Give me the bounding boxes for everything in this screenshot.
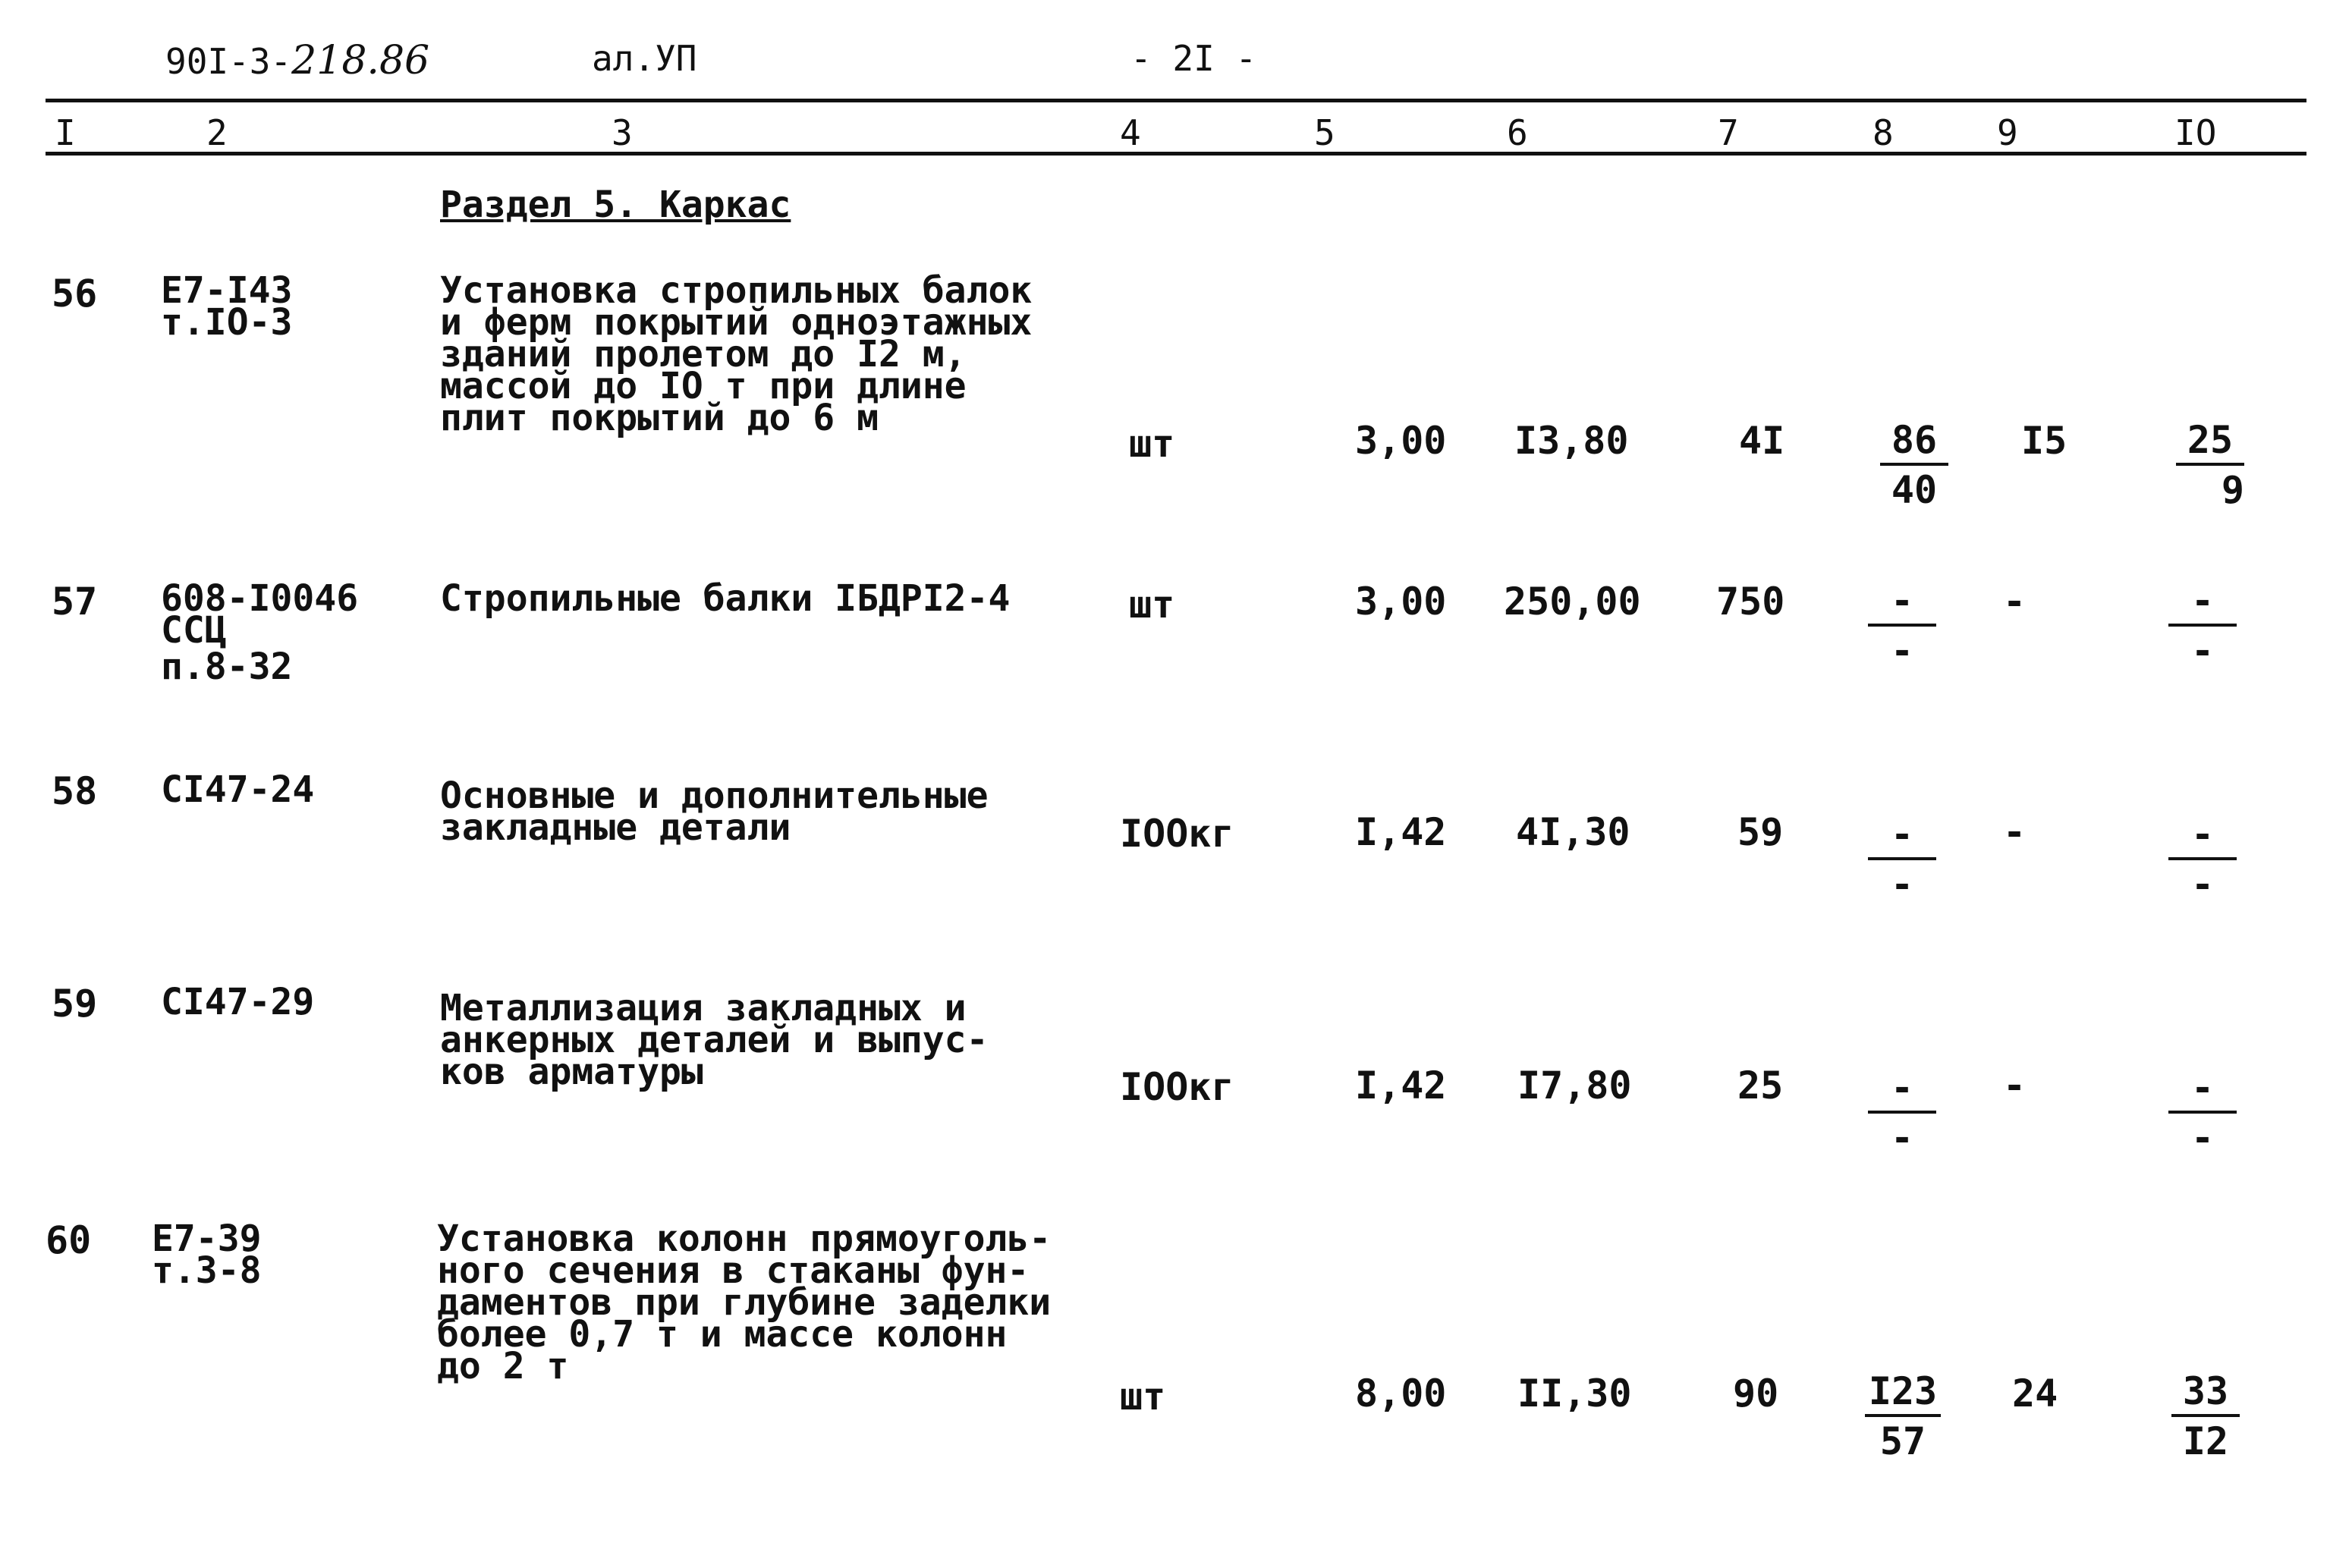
norm-code-line: СI47-24 (161, 768, 315, 811)
quantity: 8,00 (1355, 1372, 1447, 1416)
unit: шт (1129, 583, 1175, 627)
total-cost: 59 (1737, 810, 1784, 854)
column-number-3: 3 (612, 112, 633, 153)
norm-code-line: 608-I0046 (161, 577, 359, 620)
fraction-top: - (1890, 1066, 1914, 1110)
description-line: ного сечения в стаканы фун- (437, 1249, 1030, 1292)
page-number: - 2I - (1130, 38, 1257, 79)
row-number: 56 (52, 272, 98, 316)
fraction-bottom: 9 (2221, 468, 2244, 512)
column-9-value: - (2003, 810, 2027, 854)
fraction-bar (1880, 463, 1948, 466)
fraction-bar (1868, 857, 1936, 860)
norm-code (161, 577, 359, 688)
total-cost: 25 (1737, 1064, 1784, 1108)
fraction-bar (1865, 1414, 1941, 1417)
section-title: Раздел 5. Каркас (440, 184, 791, 226)
work-description (440, 987, 989, 1093)
header-rule-top (46, 99, 2306, 102)
total-cost: 750 (1716, 580, 1785, 624)
work-description (437, 1218, 1052, 1387)
description-line: и ферм покрытий одноэтажных (440, 301, 1033, 344)
fraction-bottom: - (2190, 629, 2215, 673)
column-number-10: IO (2174, 112, 2217, 153)
fraction-top: - (2190, 579, 2215, 623)
fraction-bar (2168, 624, 2237, 627)
norm-code-line: т.IO-3 (161, 301, 293, 344)
work-description (440, 269, 1033, 439)
column-number-8: 8 (1872, 112, 1894, 153)
norm-code (161, 768, 315, 811)
album-number: ал.УП (592, 38, 697, 79)
fraction-top: I23 (1868, 1369, 1938, 1413)
total-cost: 90 (1733, 1372, 1779, 1416)
unit-price: 250,00 (1504, 580, 1641, 624)
fraction-bar (1868, 624, 1936, 627)
column-9-value: I5 (2021, 419, 2067, 463)
fraction-top: - (1890, 579, 1914, 623)
fraction-bottom: 57 (1879, 1419, 1926, 1463)
fraction-bar (2168, 1111, 2237, 1114)
column-9-value: - (2003, 1064, 2027, 1108)
fraction-bar (1868, 1111, 1936, 1114)
fraction-bar (2168, 857, 2237, 860)
document-code-printed: 90I-3- (165, 41, 292, 82)
fraction-bar (2171, 1414, 2240, 1417)
column-9-value: - (2003, 580, 2027, 624)
quantity: I,42 (1355, 1064, 1447, 1108)
description-line: Стропильные балки IБДРI2-4 (440, 577, 1011, 620)
description-line: анкерных деталей и выпус- (440, 1019, 989, 1061)
unit-price: I7,80 (1517, 1064, 1632, 1108)
fraction-top: 86 (1891, 418, 1938, 462)
description-line: закладные детали (440, 806, 791, 849)
unit-price: 4I,30 (1516, 810, 1630, 854)
column-number-9: 9 (1997, 112, 2018, 153)
work-description (440, 577, 1011, 620)
row-number: 60 (46, 1218, 92, 1262)
norm-code-line: СI47-29 (161, 981, 315, 1023)
norm-code-line: п.8-32 (161, 646, 293, 688)
column-number-1: I (55, 112, 76, 153)
unit-price: II,30 (1517, 1372, 1632, 1416)
fraction-bottom: - (2190, 863, 2215, 907)
description-line: Основные и дополнительные (440, 775, 989, 817)
work-description (440, 775, 989, 849)
total-cost: 4I (1739, 419, 1785, 463)
fraction-bottom: - (1890, 1116, 1914, 1160)
column-10-fraction (2171, 1370, 2240, 1463)
description-line: Установка стропильных балок (440, 269, 1033, 312)
description-line: даментов при глубине заделки (437, 1281, 1052, 1324)
fraction-bottom: 40 (1891, 468, 1938, 512)
description-line: плит покрытий до 6 м (440, 397, 879, 439)
column-number-4: 4 (1120, 112, 1141, 153)
unit: IOOкг (1120, 812, 1234, 856)
fraction-top: - (1890, 812, 1914, 856)
header-rule-bottom (46, 152, 2306, 156)
row-number: 59 (52, 982, 98, 1026)
fraction-bottom: - (1890, 629, 1914, 673)
unit: шт (1120, 1375, 1166, 1419)
column-8-fraction (1865, 1370, 1941, 1463)
column-8-fraction (1868, 580, 1936, 672)
column-10-fraction (2168, 813, 2237, 906)
norm-code-line: Е7-I43 (161, 269, 293, 312)
description-line: Металлизация закладных и (440, 987, 967, 1029)
row-number: 57 (52, 580, 98, 624)
column-10-fraction (2168, 1067, 2237, 1159)
description-line: до 2 т (437, 1345, 569, 1387)
column-number-5: 5 (1314, 112, 1335, 153)
norm-code-line: ССЦ (161, 609, 227, 652)
unit: шт (1129, 422, 1175, 466)
unit-price: I3,80 (1514, 419, 1629, 463)
norm-code (152, 1218, 262, 1292)
fraction-top: 33 (2182, 1369, 2229, 1413)
column-8-fraction (1868, 1067, 1936, 1159)
norm-code-line: Е7-39 (152, 1218, 262, 1260)
norm-code (161, 981, 315, 1023)
description-line: зданий пролетом до I2 м, (440, 333, 967, 376)
column-10-fraction (2168, 580, 2237, 672)
norm-code (161, 269, 293, 344)
description-line: ков арматуры (440, 1051, 703, 1093)
description-line: более 0,7 т и массе колонн (437, 1313, 1008, 1356)
column-number-2: 2 (206, 112, 228, 153)
column-10-fraction (2176, 419, 2244, 511)
fraction-top: - (2190, 1066, 2215, 1110)
quantity: 3,00 (1355, 419, 1447, 463)
fraction-top: - (2190, 812, 2215, 856)
row-number: 58 (52, 769, 98, 813)
quantity: I,42 (1355, 810, 1447, 854)
document-code-handwritten: 218.86 (291, 38, 430, 83)
description-line: Установка колонн прямоуголь- (437, 1218, 1052, 1260)
column-number-6: 6 (1507, 112, 1528, 153)
norm-code-line: т.3-8 (152, 1249, 262, 1292)
quantity: 3,00 (1355, 580, 1447, 624)
column-9-value: 24 (2012, 1372, 2058, 1416)
fraction-bottom: - (2190, 1116, 2215, 1160)
fraction-bar (2176, 463, 2244, 466)
fraction-bottom: I2 (2182, 1419, 2229, 1463)
column-8-fraction (1868, 813, 1936, 906)
document-code (165, 38, 429, 83)
fraction-bottom: - (1890, 863, 1914, 907)
unit: IOOкг (1120, 1065, 1234, 1109)
description-line: массой до IO т при длине (440, 365, 967, 407)
fraction-top: 25 (2187, 418, 2234, 462)
column-8-fraction (1880, 419, 1948, 511)
column-number-7: 7 (1718, 112, 1739, 153)
